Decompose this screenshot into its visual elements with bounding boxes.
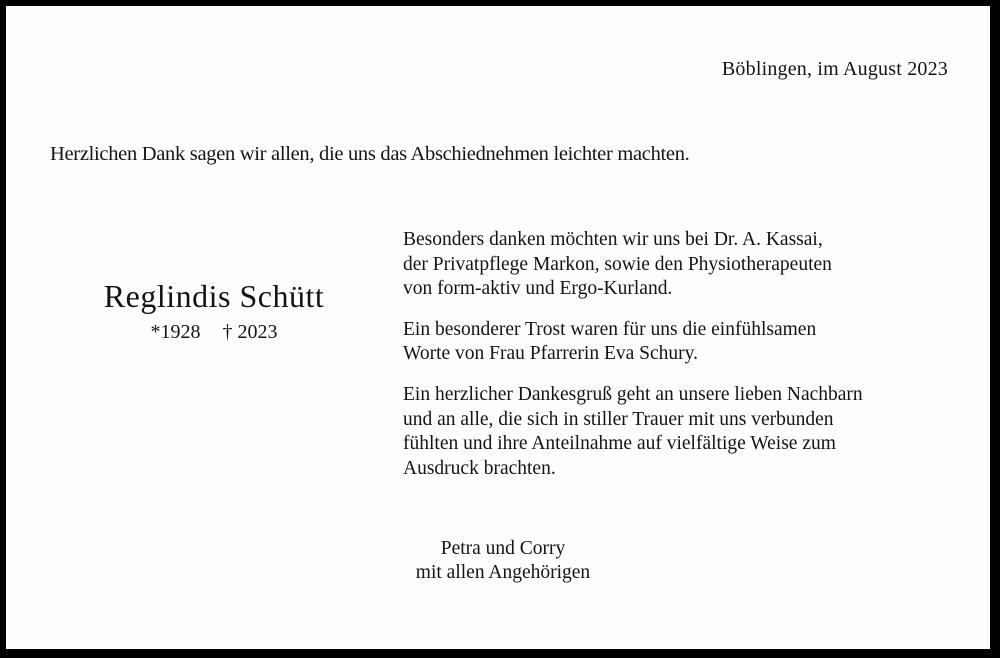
birth-year: *1928 (150, 320, 201, 343)
signature-relatives: mit allen Angehörigen (415, 562, 591, 583)
paragraph-line: Ein herzlicher Dankesgruß geht an unsere lieben Nachbarn (403, 383, 863, 405)
paragraph-line: von form-aktiv und Ergo-Kurland. (403, 278, 673, 300)
paragraph-line: Besonders danken möchten wir uns bei Dr. A. Kassai, (403, 229, 823, 250)
paragraph-line: fühlten und ihre Anteilnahme auf vielfältige Weise zum (403, 433, 836, 455)
paragraph-line: Ein besonderer Trost waren für uns die einfühlsamen (403, 318, 817, 340)
paragraph-line: Worte von Frau Pfarrerin Eva Schury. (403, 343, 698, 365)
paragraph-line: und an alle, die sich in stiller Trauer mit uns verbunden (403, 408, 834, 430)
paragraph (403, 318, 963, 367)
signature-block (400, 537, 606, 585)
signature-names: Petra und Corry (440, 538, 566, 559)
headline: Herzlichen Dank sagen wir allen, die uns das Abschiednehmen leichter machten. (50, 143, 690, 165)
paragraph-line: Ausdruck brachten. (403, 457, 556, 479)
life-dates (38, 321, 390, 344)
death-year: † 2023 (222, 320, 278, 343)
deceased-name-block (38, 278, 390, 344)
thanks-text (403, 228, 963, 497)
paragraph-line: der Privatpflege Markon, sowie den Physiotherapeuten (403, 253, 832, 275)
deceased-name: Reglindis Schütt (103, 278, 325, 314)
paragraph (403, 383, 963, 481)
paragraph (403, 228, 963, 302)
dateline: Böblingen, im August 2023 (721, 58, 948, 80)
